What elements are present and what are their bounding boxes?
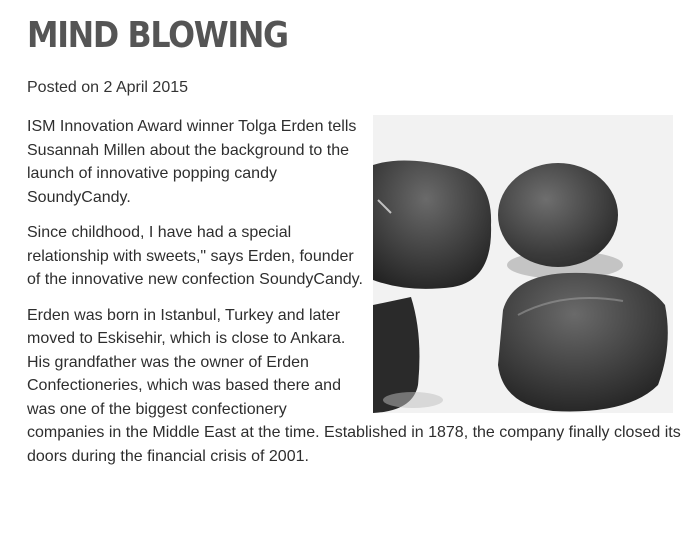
paragraph-2: Since childhood, I have had a special relationship with sweets," says Erden, founder of the innovative new confection SoundyCandy. (27, 224, 363, 288)
article-body (27, 115, 687, 480)
paragraph-1: ISM Innovation Award winner Tolga Erden tells Susannah Millen about the background to the launch of innovative popping candy SoundyCandy. (27, 118, 357, 206)
candy-photo (373, 115, 673, 413)
post-date: Posted on 2 April 2015 (27, 79, 189, 96)
candy-photo-image (373, 115, 673, 413)
article-title: MIND BLOWING (27, 15, 288, 56)
paragraph-3: Erden was born in Istanbul, Turkey and later moved to Eskisehir, which is close to Ankara. His grandfather was the owner of Erden Confectioneries, which was based there and was one of the biggest confectionery companies in the Middle East at the time. Established in 1878, the company finally closed its doors during the financial crisis of 2001. (27, 306, 681, 465)
